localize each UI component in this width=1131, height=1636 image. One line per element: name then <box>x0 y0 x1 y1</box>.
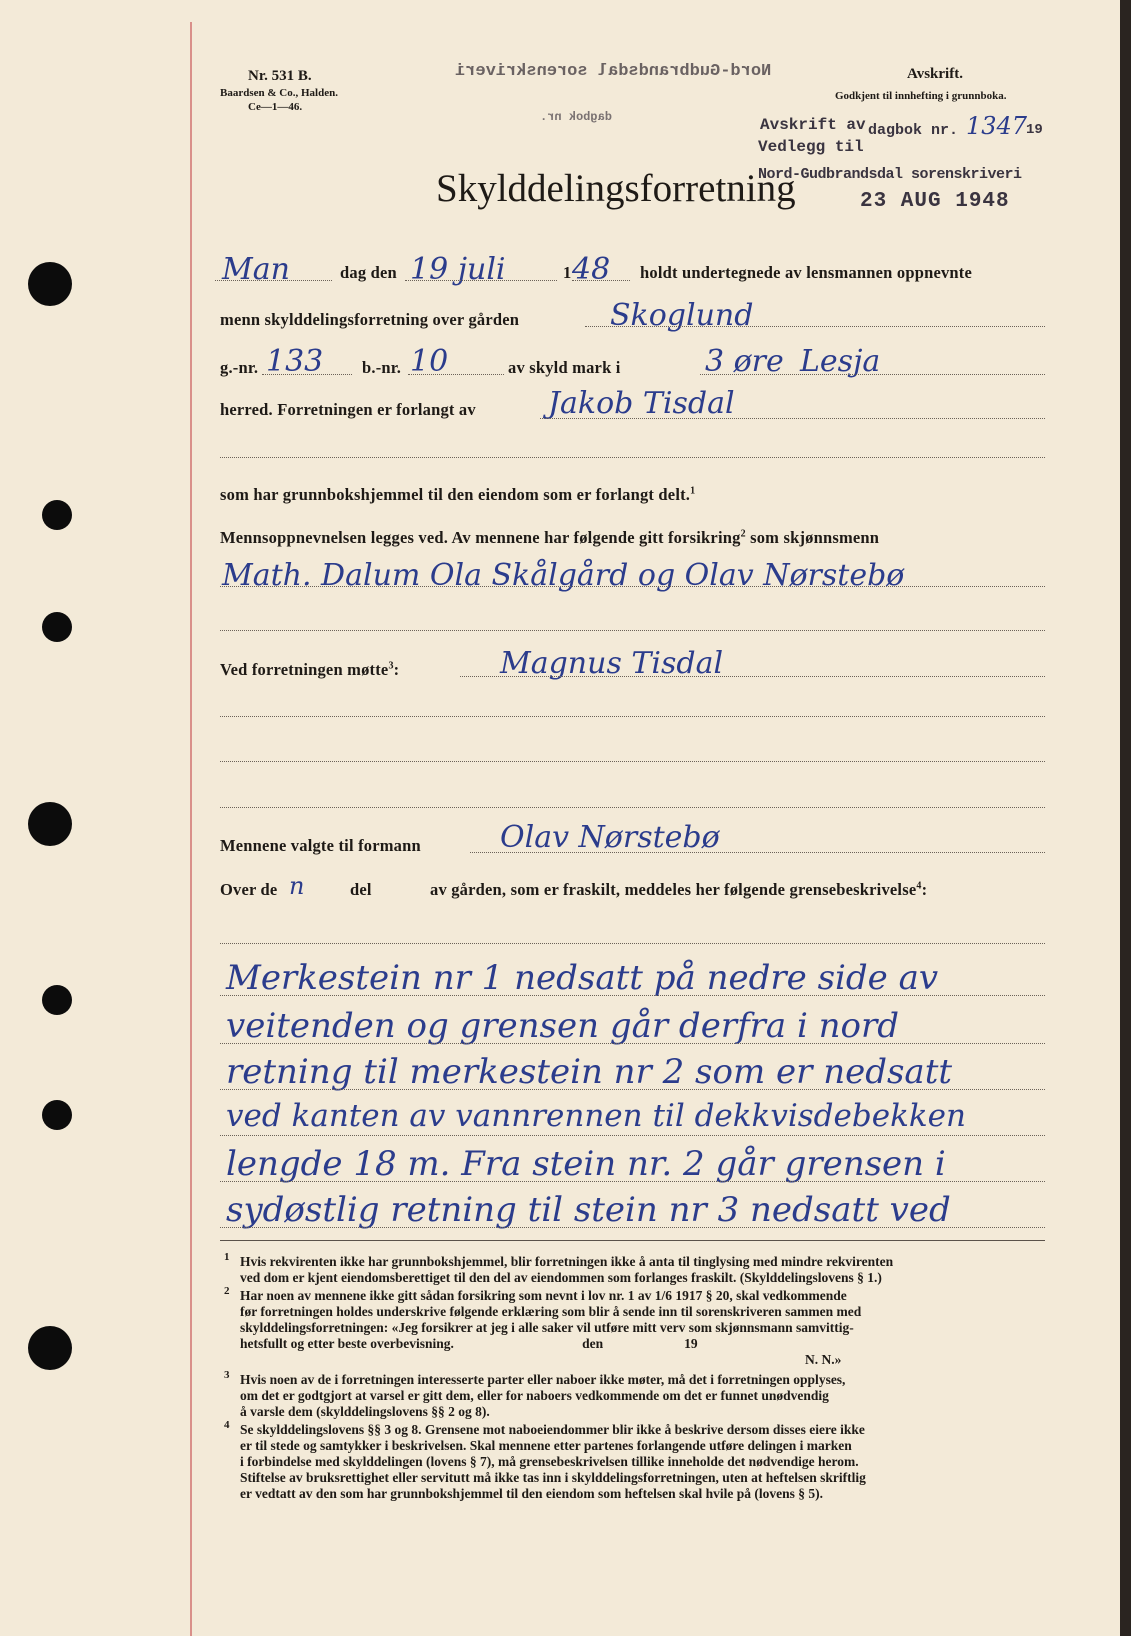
stamp-office: Nord-Gudbrandsdal sorenskriveri <box>758 166 1022 183</box>
punch-hole <box>42 985 72 1015</box>
avskrift-title: Avskrift. <box>907 66 963 82</box>
year-prefix: 1 <box>563 263 572 282</box>
herred-label: herred. Forretningen er forlangt av <box>220 400 476 419</box>
year-handwritten: 48 <box>572 252 611 287</box>
boundary-line: retning til merkestein nr 2 som er nedsatt <box>226 1052 953 1092</box>
footnote-ref: 3 <box>388 660 394 672</box>
boundary-line: sydøstlig retning til stein nr 3 nedsatt ved <box>226 1190 951 1230</box>
men-names-handwritten: Math. Dalum Ola Skålgård og Olav Nørstebø <box>222 558 905 593</box>
footnote-2: 2 Har noen av mennene ikke gitt sådan forsikring som nevnt i lov nr. 1 av 1/6 1917 § 20, skal vedkommende før forretningen holdes underskrive følgende erklæring som blir å sende inn til sorenskriveren sammen med skylddelingsforretningen: «Jeg forsikrer at jeg i alle saker vil utføre mitt verv som skjønnsmann samvittig- hetsfullt og etter beste overbevisning. den 19 N. N.» <box>224 1285 862 1367</box>
punch-hole <box>28 262 72 306</box>
del-label: del <box>350 880 372 899</box>
over-handwritten: n <box>289 872 305 900</box>
menn-label: menn skylddelingsforretning over gården <box>220 310 520 329</box>
weekday-handwritten: Man <box>222 252 290 287</box>
stamp-date: 23 AUG 1948 <box>860 190 1010 213</box>
farm-name-handwritten: Skoglund <box>610 298 754 333</box>
gnr-label: g.-nr. <box>220 358 259 377</box>
punch-hole <box>42 1100 72 1130</box>
stamp-avskrift: Avskrift av <box>760 116 866 134</box>
dag-den-label: dag den <box>340 263 397 282</box>
scan-edge <box>1120 0 1131 1636</box>
page-title: Skylddelingsforretning <box>436 167 796 210</box>
stamp-dagbok: dagbok nr. <box>868 122 959 139</box>
stamp-journal-number: 1347 <box>966 112 1028 140</box>
over-rest-text: av gården, som er fraskilt, meddeles her følgende grensebeskrivelse$^4$: <box>430 880 928 899</box>
margin-line <box>190 22 192 1636</box>
punch-hole <box>28 802 72 846</box>
footnote-ref: 4 <box>916 880 922 892</box>
footnote-3: 3 Hvis noen av de i forretningen interesserte parter eller naboer ikke møter, må det i forretningen opplyses, om det er godtgjort at varsel er gitt dem, eller for naboers vedkommende om det er funnet unødvendig å varsle dem (skylddelingslovens §§ 2 og 8). <box>224 1369 846 1419</box>
mennsoppnevnelse-text: Mennsoppnevnelsen legges ved. Av mennene har følgende gitt forsikring$^2$ som skjønnsmenn <box>220 528 880 547</box>
mirrored-stamp: Nord-Gudbrandsdal sorenskriveri <box>455 62 772 81</box>
avskrift-subtitle: Godkjent til innhefting i grunnboka. <box>835 90 1007 102</box>
punch-hole <box>28 1326 72 1370</box>
footnote-4: 4 Se skylddelingslovens §§ 3 og 8. Grensene mot naboeiendommer blir ikke å beskrive dersom disses eiere ikke er til stede og samtykker i beskrivelsen. Skal mennene etter partenes forlangende utføre delingen i marken i forbindelse med skylddelingen (lovens § 7), må grensebeskrivelsen tillike inneholde det nødvendige herom. Stiftelse av bruksrettighet eller servitutt må ikke tas inn i skylddelingsforretningen, uten at heftelsen skriftlig er vedtatt av den som har grunnbokshjemmel til den eiendom som heftelsen skal hvile på (lovens § 5). <box>224 1419 866 1501</box>
som-har-text: som har grunnbokshjemmel til den eiendom som er forlangt delt.$^1$ <box>220 485 696 504</box>
boundary-line: Merkestein nr 1 nedsatt på nedre side av <box>226 958 939 998</box>
stamp-year-suffix: 19 <box>1026 122 1043 138</box>
skyld-handwritten: 3 øre <box>705 344 784 379</box>
printer-name: Baardsen & Co., Halden. <box>220 87 338 99</box>
bnr-label: b.-nr. <box>362 358 402 377</box>
municipality-handwritten: Lesja <box>800 344 881 379</box>
stamp-vedlegg: Vedlegg til <box>758 138 864 156</box>
footnote-ref: 2 <box>740 528 746 540</box>
motte-label: Ved forretningen møtte$^3$: <box>220 660 400 679</box>
holdt-text: holdt undertegnede av lensmannen oppnevnte <box>640 263 973 282</box>
punch-hole <box>42 612 72 642</box>
motte-handwritten: Magnus Tisdal <box>500 646 724 681</box>
boundary-line: ved kanten av vannrennen til dekkvisdebekken <box>226 1098 966 1134</box>
formann-label: Mennene valgte til formann <box>220 836 421 855</box>
gnr-handwritten: 133 <box>266 344 324 379</box>
printer-code: Ce—1—46. <box>248 101 303 113</box>
requester-handwritten: Jakob Tisdal <box>548 386 735 421</box>
boundary-line: lengde 18 m. Fra stein nr. 2 går grensen i <box>226 1144 946 1184</box>
date-handwritten: 19 juli <box>410 252 506 287</box>
boundary-line: veitenden og grensen går derfra i nord <box>226 1006 900 1046</box>
mirrored-stamp-sub: dagbok nr. <box>540 110 613 124</box>
formann-handwritten: Olav Nørstebø <box>500 820 720 855</box>
skyld-label: av skyld mark i <box>508 358 621 377</box>
bnr-handwritten: 10 <box>410 344 449 379</box>
footnote-ref: 1 <box>690 485 696 497</box>
form-number: Nr. 531 B. <box>248 68 312 84</box>
over-label: Over de <box>220 880 278 899</box>
footnote-1: 1 Hvis rekvirenten ikke har grunnbokshjemmel, blir forretningen ikke å anta til tinglysing med mindre rekvirenten ved dom er kjent eiendomsberettiget til den del av eiendommen som forlanges fraskilt. (Skylddelingslovens § 1.) <box>224 1251 894 1285</box>
punch-hole <box>42 500 72 530</box>
